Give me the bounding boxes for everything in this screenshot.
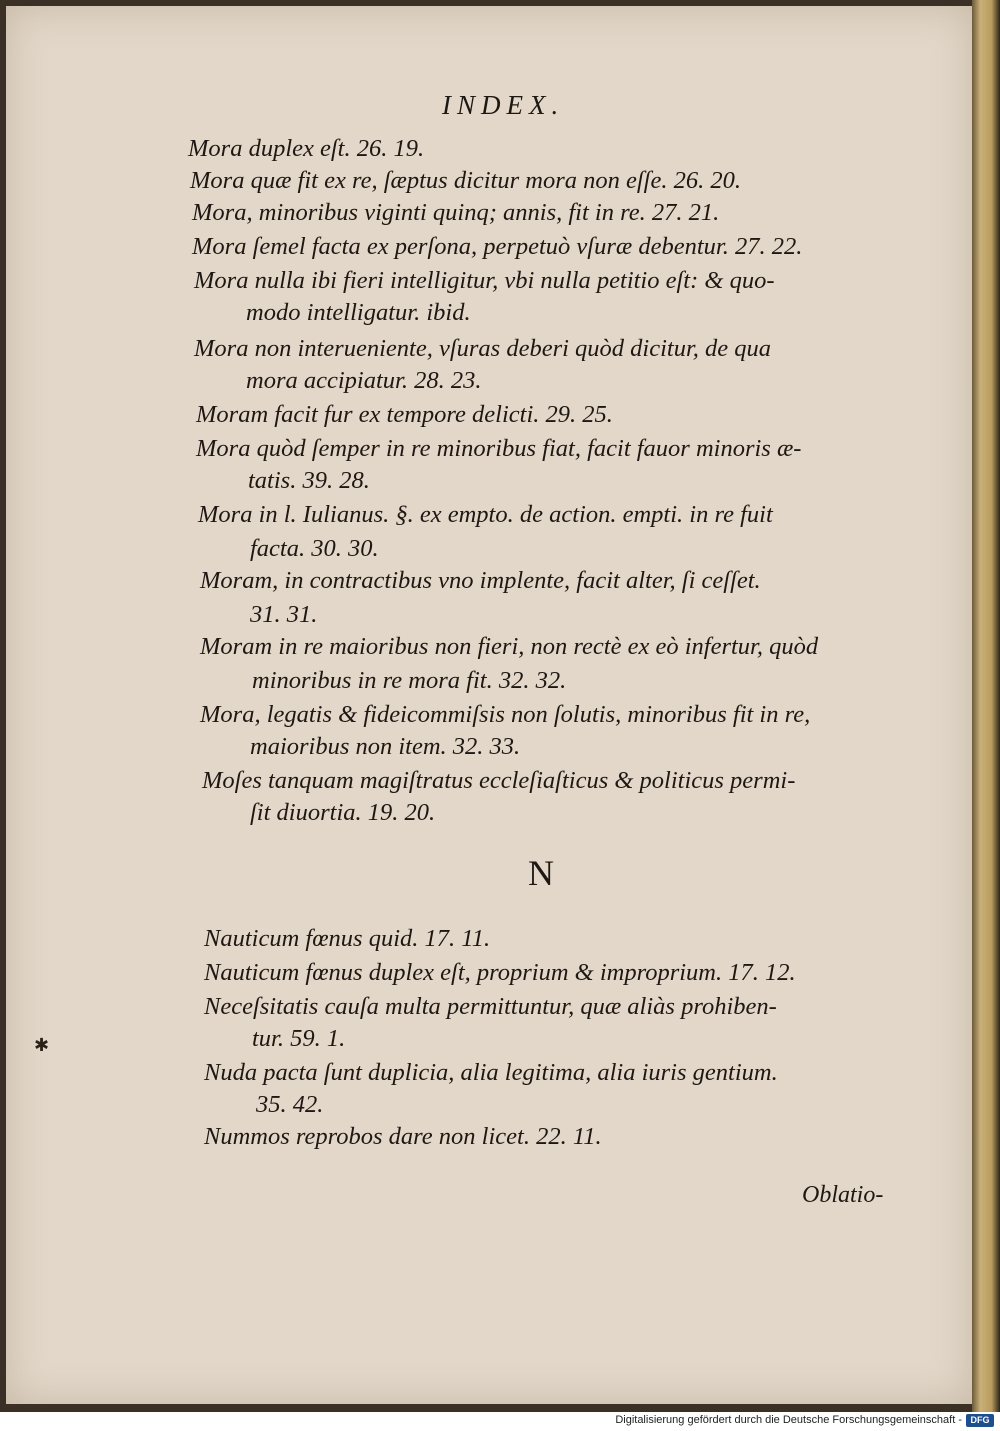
index-entry-continued: modo intelligatur. ibid. bbox=[246, 299, 471, 326]
book-page bbox=[6, 6, 972, 1404]
index-entry-continued: 31. 31. bbox=[250, 601, 318, 628]
index-entry: Nummos reprobos dare non licet. 22. 11. bbox=[204, 1123, 602, 1150]
index-entry-continued: tatis. 39. 28. bbox=[248, 467, 370, 494]
index-entry-continued: ſit diuortia. 19. 20. bbox=[250, 799, 436, 826]
index-entry-continued: 35. 42. bbox=[256, 1091, 324, 1118]
index-entry: Mora, legatis & fideicommiſsis non ſolutis, minoribus fit in re, bbox=[200, 701, 811, 728]
digitization-credit: Digitalisierung gefördert durch die Deutsche Forschungsgemeinschaft - bbox=[615, 1414, 962, 1426]
index-entry: Moſes tanquam magiſtratus eccleſiaſticus & politicus permi- bbox=[202, 767, 796, 794]
index-entry: Moram facit fur ex tempore delicti. 29. 25. bbox=[196, 401, 613, 428]
index-entry: Mora in l. Iulianus. §. ex empto. de action. empti. in re fuit bbox=[198, 501, 773, 528]
index-entry: Mora, minoribus viginti quinq; annis, fit in re. 27. 21. bbox=[192, 199, 720, 226]
index-entry: Mora ſemel facta ex perſona, perpetuò vſuræ debentur. 27. 22. bbox=[192, 233, 803, 260]
index-entry: Mora duplex eſt. 26. 19. bbox=[188, 135, 425, 162]
index-entry: Moram, in contractibus vno implente, facit alter, ſi ceſſet. bbox=[200, 567, 761, 594]
index-entry-continued: facta. 30. 30. bbox=[250, 535, 379, 562]
index-entry: Mora nulla ibi fieri intelligitur, vbi nulla petitio eſt: & quo- bbox=[194, 267, 775, 294]
index-entry-continued: maioribus non item. 32. 33. bbox=[250, 733, 521, 760]
index-entry: Mora quòd ſemper in re minoribus fiat, facit fauor minoris æ- bbox=[196, 435, 802, 462]
page-edge bbox=[972, 0, 1000, 1412]
section-letter: N bbox=[528, 853, 554, 893]
running-head: INDEX. bbox=[442, 90, 565, 120]
index-entry-continued: tur. 59. 1. bbox=[252, 1025, 346, 1052]
index-entry: Mora quæ fit ex re, ſæptus dicitur mora non eſſe. 26. 20. bbox=[190, 167, 741, 194]
asterisk-ornament-icon: ✱ bbox=[34, 1035, 50, 1055]
index-entry-continued: mora accipiatur. 28. 23. bbox=[246, 367, 482, 394]
index-entry: Mora non interueniente, vſuras deberi quòd dicitur, de qua bbox=[194, 335, 772, 362]
index-entry-continued: minoribus in re mora fit. 32. 32. bbox=[252, 667, 567, 694]
index-entry: Nauticum fœnus duplex eſt, proprium & improprium. 17. 12. bbox=[204, 959, 796, 986]
index-entry: Nuda pacta ſunt duplicia, alia legitima, alia iuris gentium. bbox=[204, 1059, 778, 1086]
catchword: Oblatio- bbox=[802, 1182, 884, 1208]
index-entry: Neceſsitatis cauſa multa permittuntur, quæ aliàs prohiben- bbox=[204, 993, 777, 1020]
index-entry: Moram in re maioribus non fieri, non rectè ex eò infertur, quòd bbox=[200, 633, 819, 660]
dfg-logo: DFG bbox=[966, 1414, 994, 1427]
index-entry: Nauticum fœnus quid. 17. 11. bbox=[204, 925, 491, 952]
